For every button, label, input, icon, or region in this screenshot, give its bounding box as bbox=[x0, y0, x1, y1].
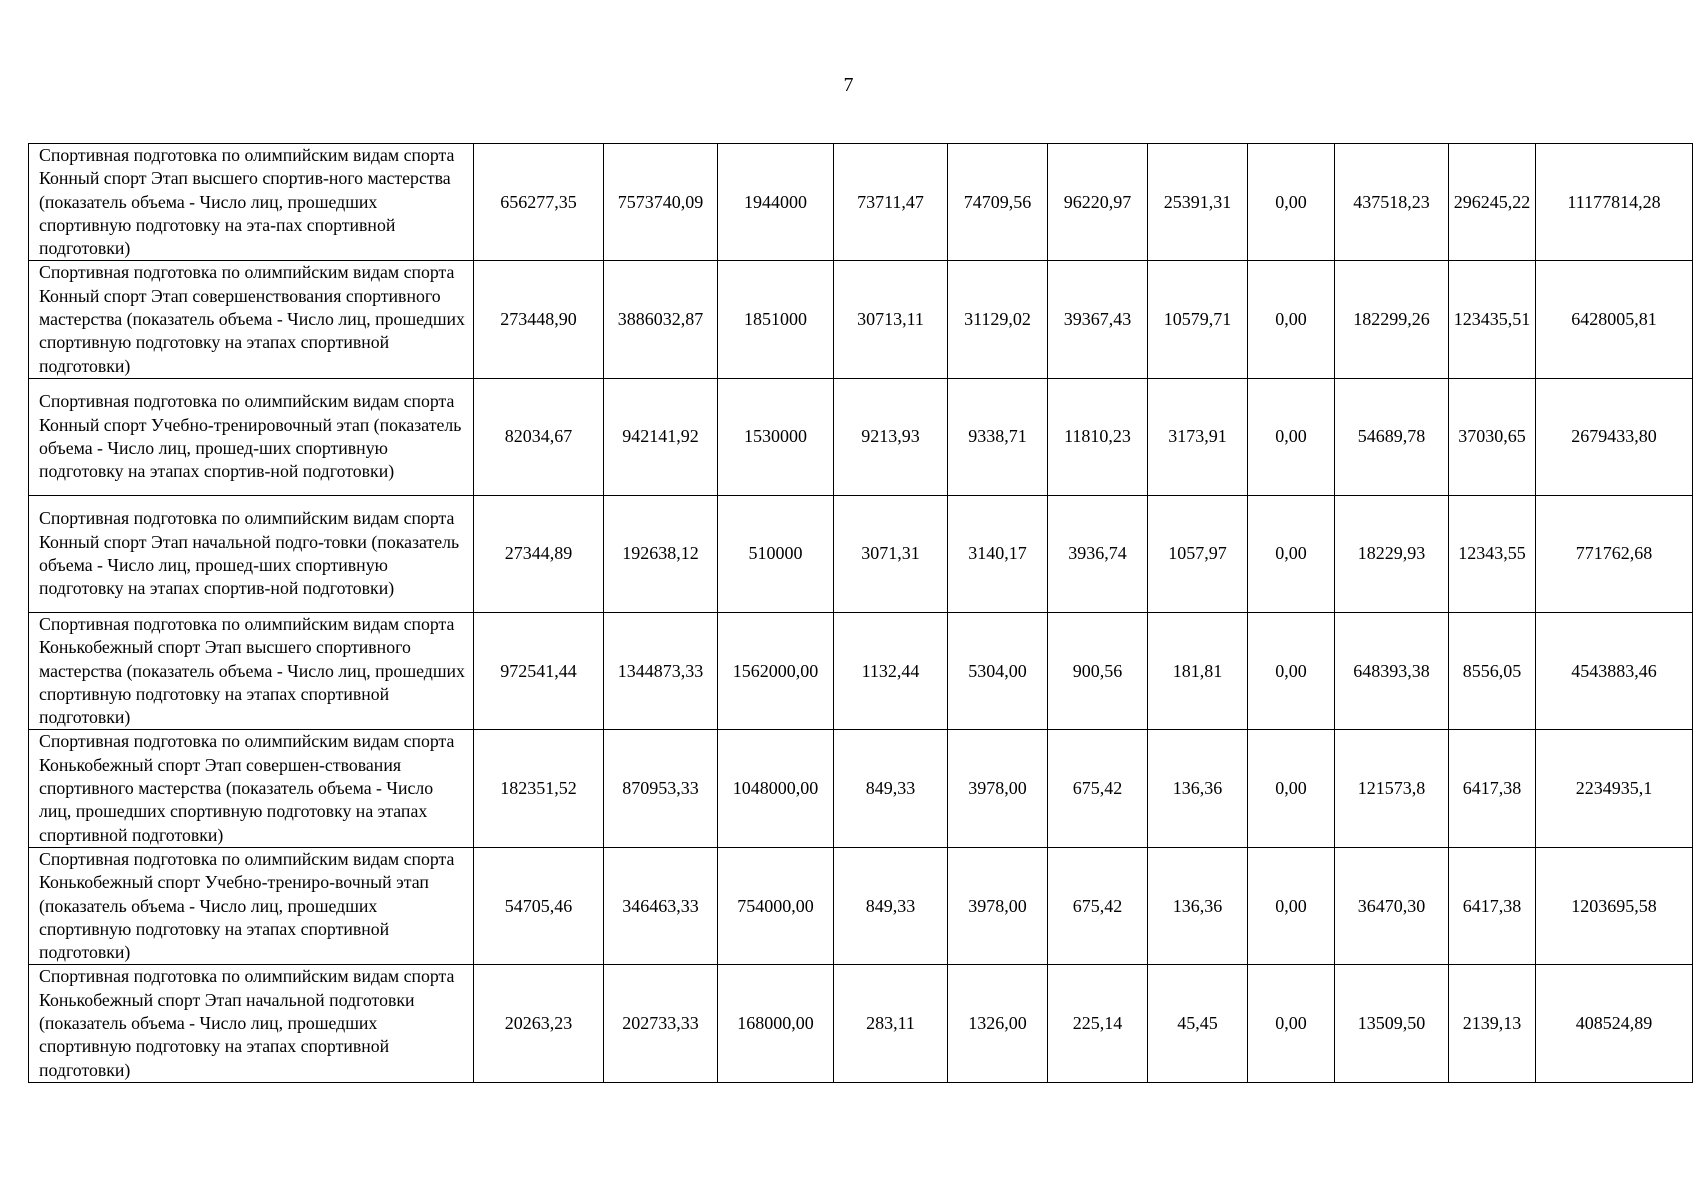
value-cell: 37030,65 bbox=[1449, 378, 1536, 495]
value-cell: 2139,13 bbox=[1449, 965, 1536, 1082]
value-cell: 0,00 bbox=[1248, 261, 1335, 378]
value-cell: 675,42 bbox=[1048, 847, 1148, 964]
value-cell: 942141,92 bbox=[604, 378, 718, 495]
value-cell: 82034,67 bbox=[474, 378, 604, 495]
value-cell: 54705,46 bbox=[474, 847, 604, 964]
value-cell: 656277,35 bbox=[474, 144, 604, 261]
value-cell: 510000 bbox=[718, 495, 834, 612]
value-cell: 45,45 bbox=[1148, 965, 1248, 1082]
value-cell: 30713,11 bbox=[834, 261, 948, 378]
value-cell: 20263,23 bbox=[474, 965, 604, 1082]
value-cell: 123435,51 bbox=[1449, 261, 1536, 378]
row-description-cell bbox=[29, 261, 474, 378]
value-cell: 1944000 bbox=[718, 144, 834, 261]
value-cell: 25391,31 bbox=[1148, 144, 1248, 261]
value-cell: 346463,33 bbox=[604, 847, 718, 964]
value-cell: 27344,89 bbox=[474, 495, 604, 612]
table-row bbox=[29, 965, 1693, 1082]
value-cell: 31129,02 bbox=[948, 261, 1048, 378]
value-cell: 675,42 bbox=[1048, 730, 1148, 847]
value-cell: 6428005,81 bbox=[1536, 261, 1693, 378]
value-cell: 1132,44 bbox=[834, 612, 948, 729]
row-description: Спортивная подготовка по олимпийским видам спорта Конный спорт Этап совершенствования спортивного мастерства (показатель объема - Число лиц, прошедших спортивную подготовку на этапах спортивной подготовки) bbox=[39, 262, 465, 376]
table-row bbox=[29, 495, 1693, 612]
value-cell: 2679433,80 bbox=[1536, 378, 1693, 495]
value-cell: 4543883,46 bbox=[1536, 612, 1693, 729]
value-cell: 6417,38 bbox=[1449, 847, 1536, 964]
value-cell: 182351,52 bbox=[474, 730, 604, 847]
value-cell: 6417,38 bbox=[1449, 730, 1536, 847]
value-cell: 8556,05 bbox=[1449, 612, 1536, 729]
value-cell: 96220,97 bbox=[1048, 144, 1148, 261]
value-cell: 9338,71 bbox=[948, 378, 1048, 495]
value-cell: 3978,00 bbox=[948, 730, 1048, 847]
value-cell: 136,36 bbox=[1148, 847, 1248, 964]
value-cell: 202733,33 bbox=[604, 965, 718, 1082]
value-cell: 1048000,00 bbox=[718, 730, 834, 847]
value-cell: 408524,89 bbox=[1536, 965, 1693, 1082]
value-cell: 1562000,00 bbox=[718, 612, 834, 729]
value-cell: 900,56 bbox=[1048, 612, 1148, 729]
value-cell: 1344873,33 bbox=[604, 612, 718, 729]
value-cell: 12343,55 bbox=[1449, 495, 1536, 612]
row-description-cell bbox=[29, 612, 474, 729]
value-cell: 18229,93 bbox=[1335, 495, 1449, 612]
row-description-cell bbox=[29, 847, 474, 964]
value-cell: 192638,12 bbox=[604, 495, 718, 612]
value-cell: 121573,8 bbox=[1335, 730, 1449, 847]
table-row bbox=[29, 847, 1693, 964]
value-cell: 2234935,1 bbox=[1536, 730, 1693, 847]
value-cell: 3071,31 bbox=[834, 495, 948, 612]
value-cell: 3140,17 bbox=[948, 495, 1048, 612]
value-cell: 7573740,09 bbox=[604, 144, 718, 261]
row-description-cell bbox=[29, 965, 474, 1082]
row-description: Спортивная подготовка по олимпийским видам спорта Конный спорт Учебно-тренировочный этап (показатель объема - Число лиц, прошед-ших спортивную подготовку на этапах спортив-ной подготовки) bbox=[39, 391, 462, 482]
value-cell: 3886032,87 bbox=[604, 261, 718, 378]
value-cell: 296245,22 bbox=[1449, 144, 1536, 261]
value-cell: 0,00 bbox=[1248, 847, 1335, 964]
value-cell: 3978,00 bbox=[948, 847, 1048, 964]
value-cell: 0,00 bbox=[1248, 612, 1335, 729]
value-cell: 3173,91 bbox=[1148, 378, 1248, 495]
value-cell: 168000,00 bbox=[718, 965, 834, 1082]
row-description: Спортивная подготовка по олимпийским видам спорта Конькобежный спорт Этап начальной подготовки (показатель объема - Число лиц, прошедших спортивную подготовку на этапах спортивной подготовки) bbox=[39, 966, 455, 1080]
value-cell: 648393,38 bbox=[1335, 612, 1449, 729]
value-cell: 849,33 bbox=[834, 730, 948, 847]
table-body bbox=[29, 144, 1693, 1083]
budget-table bbox=[28, 143, 1693, 1083]
value-cell: 13509,50 bbox=[1335, 965, 1449, 1082]
value-cell: 1057,97 bbox=[1148, 495, 1248, 612]
value-cell: 0,00 bbox=[1248, 495, 1335, 612]
value-cell: 0,00 bbox=[1248, 730, 1335, 847]
value-cell: 5304,00 bbox=[948, 612, 1048, 729]
value-cell: 11177814,28 bbox=[1536, 144, 1693, 261]
value-cell: 9213,93 bbox=[834, 378, 948, 495]
row-description: Спортивная подготовка по олимпийским видам спорта Конькобежный спорт Этап совершен-ствования спортивного мастерства (показатель объема - Число лиц, прошедших спортивную подготовку на этапах спортивной подготовки) bbox=[39, 731, 455, 845]
row-description: Спортивная подготовка по олимпийским видам спорта Конькобежный спорт Этап высшего спортивного мастерства (показатель объема - Число лиц, прошедших спортивную подготовку на этапах спортивной подготовки) bbox=[39, 613, 465, 728]
value-cell: 10579,71 bbox=[1148, 261, 1248, 378]
row-description-cell bbox=[29, 378, 474, 495]
value-cell: 39367,43 bbox=[1048, 261, 1148, 378]
value-cell: 1530000 bbox=[718, 378, 834, 495]
value-cell: 11810,23 bbox=[1048, 378, 1148, 495]
value-cell: 849,33 bbox=[834, 847, 948, 964]
value-cell: 283,11 bbox=[834, 965, 948, 1082]
table-row bbox=[29, 261, 1693, 378]
value-cell: 1851000 bbox=[718, 261, 834, 378]
value-cell: 0,00 bbox=[1248, 965, 1335, 1082]
value-cell: 181,81 bbox=[1148, 612, 1248, 729]
table-row bbox=[29, 730, 1693, 847]
row-description: Спортивная подготовка по олимпийским видам спорта Конькобежный спорт Учебно-трениро-вочный этап (показатель объема - Число лиц, прошедших спортивную подготовку на этапах спортивной подготовки) bbox=[39, 848, 455, 963]
value-cell: 972541,44 bbox=[474, 612, 604, 729]
value-cell: 36470,30 bbox=[1335, 847, 1449, 964]
value-cell: 225,14 bbox=[1048, 965, 1148, 1082]
table-row bbox=[29, 378, 1693, 495]
row-description-cell bbox=[29, 730, 474, 847]
page-number: 7 bbox=[843, 74, 854, 96]
table-row bbox=[29, 144, 1693, 261]
value-cell: 870953,33 bbox=[604, 730, 718, 847]
value-cell: 273448,90 bbox=[474, 261, 604, 378]
value-cell: 437518,23 bbox=[1335, 144, 1449, 261]
value-cell: 136,36 bbox=[1148, 730, 1248, 847]
row-description-cell bbox=[29, 495, 474, 612]
value-cell: 182299,26 bbox=[1335, 261, 1449, 378]
value-cell: 74709,56 bbox=[948, 144, 1048, 261]
value-cell: 73711,47 bbox=[834, 144, 948, 261]
row-description: Спортивная подготовка по олимпийским видам спорта Конный спорт Этап высшего спортив-ного мастерства (показатель объема - Число лиц, прошедших спортивную подготовку на эта-пах спортивной подготовки) bbox=[39, 145, 455, 259]
value-cell: 771762,68 bbox=[1536, 495, 1693, 612]
row-description-cell bbox=[29, 144, 474, 261]
value-cell: 1203695,58 bbox=[1536, 847, 1693, 964]
value-cell: 0,00 bbox=[1248, 378, 1335, 495]
value-cell: 54689,78 bbox=[1335, 378, 1449, 495]
value-cell: 754000,00 bbox=[718, 847, 834, 964]
value-cell: 0,00 bbox=[1248, 144, 1335, 261]
row-description: Спортивная подготовка по олимпийским видам спорта Конный спорт Этап начальной подго-товки (показатель объема - Число лиц, прошед-ших спортивную подготовку на этапах спортив-ной подготовки) bbox=[39, 508, 460, 599]
value-cell: 3936,74 bbox=[1048, 495, 1148, 612]
value-cell: 1326,00 bbox=[948, 965, 1048, 1082]
table-row bbox=[29, 612, 1693, 729]
